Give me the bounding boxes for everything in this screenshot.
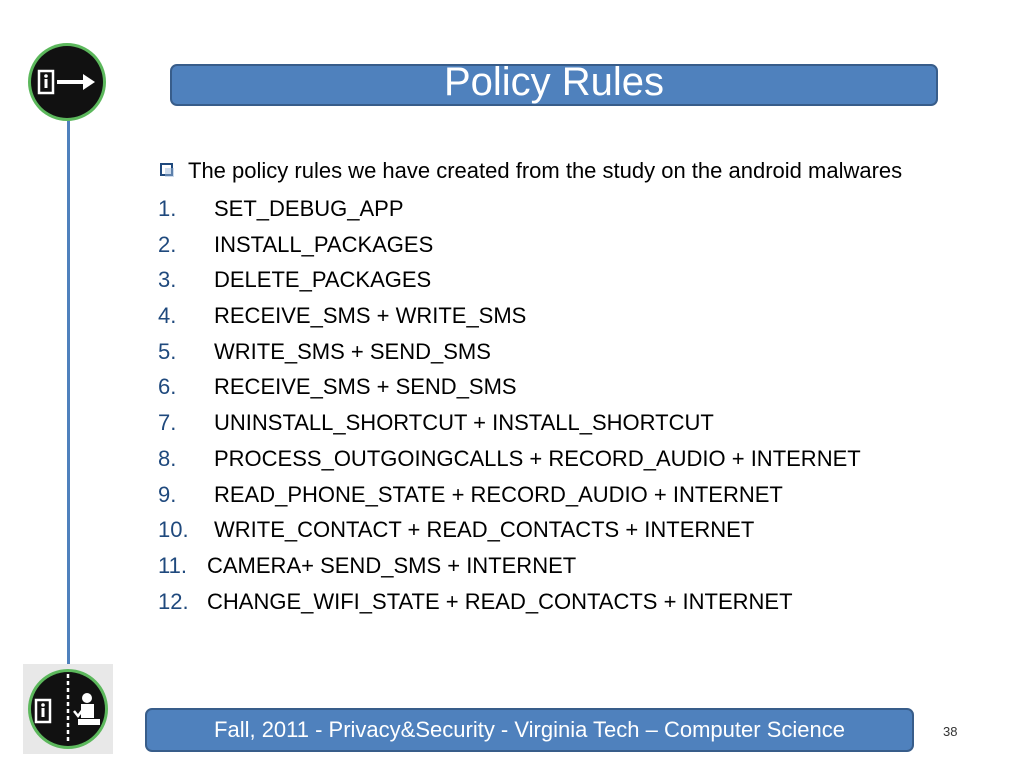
security-checkpoint-icon [23,664,113,754]
timeline-line [67,120,70,675]
list-item [158,334,938,370]
intro-text: The policy rules we have created from the study on the android malwares [188,158,903,183]
item-text: DELETE_PACKAGES [214,267,432,293]
item-number: 2. [158,231,177,257]
item-number: 1. [158,196,177,221]
item-text: CHANGE_WIFI_STATE + READ_CONTACTS + INTERNET [207,588,793,614]
checkbox-bullet-icon [160,163,173,176]
list-item [158,441,938,477]
title-bar [170,60,938,106]
item-number: 6. [158,374,177,400]
item-text: INSTALL_PACKAGES [214,231,434,257]
item-text: SET_DEBUG_APP [214,196,404,221]
item-text: WRITE_SMS + SEND_SMS [214,338,491,364]
item-text: RECEIVE_SMS + WRITE_SMS [214,303,527,329]
list-item [158,512,938,548]
item-text: READ_PHONE_STATE + RECORD_AUDIO + INTERNET [214,481,783,507]
page-number: 38 [943,724,958,739]
item-text: PROCESS_OUTGOINGCALLS + RECORD_AUDIO + INTERNET [214,445,861,471]
list-item [158,548,938,584]
list-item [158,477,938,513]
rules-list [158,191,938,619]
page-title: Policy Rules [443,60,665,104]
item-text: CAMERA+ SEND_SMS + INTERNET [207,552,577,578]
list-item [158,191,938,227]
item-number: 12. [158,588,189,614]
item-number: 5. [158,338,177,364]
list-item [158,405,938,441]
exit-door-arrow-icon [27,42,107,122]
item-number: 10. [158,517,189,543]
item-text: WRITE_CONTACT + READ_CONTACTS + INTERNET [214,517,755,543]
list-item [158,369,938,405]
item-number: 11. [158,552,187,578]
item-text: UNINSTALL_SHORTCUT + INSTALL_SHORTCUT [214,410,714,436]
item-text: RECEIVE_SMS + SEND_SMS [214,374,517,400]
item-number: 3. [158,267,177,293]
list-item [158,262,938,298]
list-item [158,227,938,263]
list-item [158,584,938,620]
item-number: 4. [158,303,177,329]
item-number: 8. [158,445,177,471]
intro-bullet [158,156,938,185]
slide-content [158,156,938,619]
list-item [158,298,938,334]
item-number: 9. [158,481,177,507]
footer-bar: Fall, 2011 - Privacy&Security - Virginia Tech – Computer Science [145,708,914,752]
item-number: 7. [158,410,177,436]
